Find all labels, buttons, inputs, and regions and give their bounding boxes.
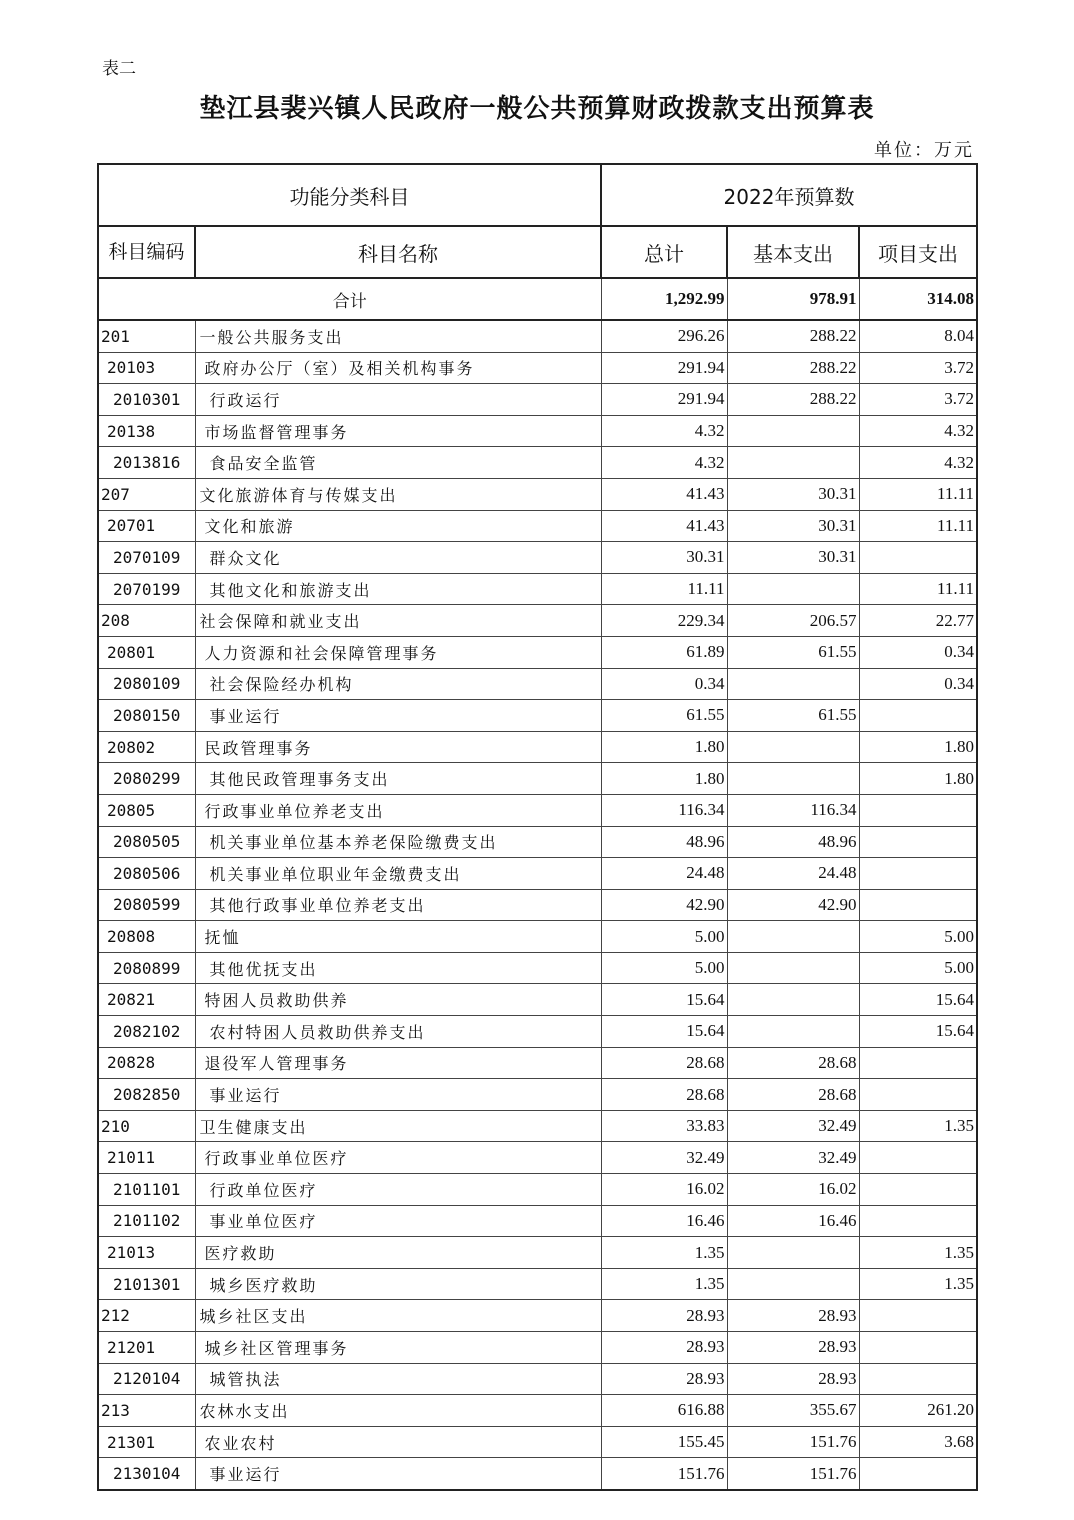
cell-total: 16.02	[601, 1174, 727, 1206]
cell-total: 28.93	[601, 1300, 727, 1332]
table-row	[98, 542, 977, 574]
cell-name: 行政运行	[195, 384, 601, 416]
cell-total: 28.93	[601, 1363, 727, 1395]
cell-name: 农林水支出	[195, 1395, 601, 1427]
cell-project: 4.32	[859, 415, 977, 447]
header-total: 总计	[601, 226, 727, 278]
cell-code: 2130104	[98, 1458, 195, 1490]
total-sum: 1,292.99	[601, 278, 727, 320]
header-budget-year: 2022年预算数	[601, 164, 977, 226]
cell-code: 20828	[98, 1047, 195, 1079]
cell-project: 1.35	[859, 1268, 977, 1300]
cell-basic: 32.49	[727, 1142, 859, 1174]
cell-basic: 30.31	[727, 478, 859, 510]
header-function-category: 功能分类科目	[98, 164, 601, 226]
table-row	[98, 447, 977, 479]
cell-total: 5.00	[601, 921, 727, 953]
cell-total: 28.68	[601, 1079, 727, 1111]
budget-table	[97, 163, 978, 1491]
table-row	[98, 858, 977, 890]
cell-project: 11.11	[859, 510, 977, 542]
table-row	[98, 700, 977, 732]
cell-project: 15.64	[859, 984, 977, 1016]
cell-total: 291.94	[601, 384, 727, 416]
table-row	[98, 384, 977, 416]
cell-project: 1.35	[859, 1110, 977, 1142]
table-row	[98, 636, 977, 668]
cell-basic: 28.93	[727, 1332, 859, 1364]
cell-code: 2070109	[98, 542, 195, 574]
cell-project	[859, 889, 977, 921]
cell-project: 1.35	[859, 1237, 977, 1269]
table-row	[98, 921, 977, 953]
cell-name: 行政事业单位养老支出	[195, 794, 601, 826]
cell-total: 151.76	[601, 1458, 727, 1490]
cell-total: 24.48	[601, 858, 727, 890]
cell-basic	[727, 984, 859, 1016]
cell-code: 21201	[98, 1332, 195, 1364]
cell-name: 机关事业单位职业年金缴费支出	[195, 858, 601, 890]
table-row	[98, 826, 977, 858]
cell-code: 2080150	[98, 700, 195, 732]
cell-code: 213	[98, 1395, 195, 1427]
cell-basic	[727, 1268, 859, 1300]
cell-name: 卫生健康支出	[195, 1110, 601, 1142]
cell-name: 事业运行	[195, 1079, 601, 1111]
cell-code: 2080109	[98, 668, 195, 700]
cell-basic: 288.22	[727, 384, 859, 416]
cell-basic	[727, 1016, 859, 1048]
header-basic: 基本支出	[727, 226, 859, 278]
cell-basic: 16.46	[727, 1205, 859, 1237]
cell-total: 1.35	[601, 1268, 727, 1300]
cell-code: 21011	[98, 1142, 195, 1174]
cell-basic	[727, 573, 859, 605]
cell-total: 0.34	[601, 668, 727, 700]
cell-basic: 355.67	[727, 1395, 859, 1427]
cell-name: 社会保障和就业支出	[195, 605, 601, 637]
cell-basic: 28.93	[727, 1363, 859, 1395]
cell-total: 5.00	[601, 952, 727, 984]
table-row	[98, 605, 977, 637]
cell-project	[859, 1174, 977, 1206]
cell-project: 11.11	[859, 478, 977, 510]
cell-name: 群众文化	[195, 542, 601, 574]
cell-code: 20801	[98, 636, 195, 668]
cell-project: 261.20	[859, 1395, 977, 1427]
cell-total: 30.31	[601, 542, 727, 574]
cell-total: 32.49	[601, 1142, 727, 1174]
cell-project: 3.72	[859, 352, 977, 384]
cell-project	[859, 1300, 977, 1332]
cell-basic: 28.68	[727, 1079, 859, 1111]
cell-name: 事业单位医疗	[195, 1205, 601, 1237]
cell-project	[859, 542, 977, 574]
cell-code: 2013816	[98, 447, 195, 479]
cell-basic: 288.22	[727, 320, 859, 352]
cell-code: 210	[98, 1110, 195, 1142]
cell-name: 其他优抚支出	[195, 952, 601, 984]
cell-code: 2080599	[98, 889, 195, 921]
cell-total: 4.32	[601, 415, 727, 447]
cell-project	[859, 1047, 977, 1079]
cell-total: 42.90	[601, 889, 727, 921]
table-row	[98, 510, 977, 542]
total-label: 合计	[98, 278, 601, 320]
cell-basic	[727, 731, 859, 763]
cell-project	[859, 700, 977, 732]
page-label: 表二	[102, 59, 136, 79]
cell-project	[859, 1079, 977, 1111]
cell-basic: 16.02	[727, 1174, 859, 1206]
cell-project	[859, 1332, 977, 1364]
cell-project: 11.11	[859, 573, 977, 605]
table-row	[98, 1458, 977, 1490]
cell-name: 退役军人管理事务	[195, 1047, 601, 1079]
cell-code: 2070199	[98, 573, 195, 605]
cell-basic: 28.93	[727, 1300, 859, 1332]
cell-total: 616.88	[601, 1395, 727, 1427]
cell-total: 16.46	[601, 1205, 727, 1237]
cell-project	[859, 794, 977, 826]
cell-name: 农业农村	[195, 1426, 601, 1458]
cell-code: 20138	[98, 415, 195, 447]
table-row	[98, 1363, 977, 1395]
cell-project: 0.34	[859, 636, 977, 668]
cell-project: 3.72	[859, 384, 977, 416]
cell-code: 201	[98, 320, 195, 352]
table-row	[98, 984, 977, 1016]
cell-name: 事业运行	[195, 1458, 601, 1490]
cell-project: 5.00	[859, 921, 977, 953]
cell-project	[859, 1142, 977, 1174]
cell-name: 抚恤	[195, 921, 601, 953]
cell-project: 1.80	[859, 763, 977, 795]
cell-basic: 61.55	[727, 700, 859, 732]
table-row	[98, 1079, 977, 1111]
cell-basic: 151.76	[727, 1458, 859, 1490]
table-row	[98, 668, 977, 700]
cell-code: 2080899	[98, 952, 195, 984]
table-row	[98, 794, 977, 826]
cell-basic: 32.49	[727, 1110, 859, 1142]
cell-basic	[727, 921, 859, 953]
cell-name: 市场监督管理事务	[195, 415, 601, 447]
cell-code: 2101101	[98, 1174, 195, 1206]
cell-project	[859, 858, 977, 890]
cell-basic: 48.96	[727, 826, 859, 858]
cell-total: 291.94	[601, 352, 727, 384]
table-row	[98, 1016, 977, 1048]
cell-total: 4.32	[601, 447, 727, 479]
cell-project: 4.32	[859, 447, 977, 479]
table-row	[98, 763, 977, 795]
cell-basic: 28.68	[727, 1047, 859, 1079]
cell-total: 41.43	[601, 510, 727, 542]
table-row	[98, 1142, 977, 1174]
cell-total: 155.45	[601, 1426, 727, 1458]
cell-code: 2080505	[98, 826, 195, 858]
cell-total: 61.89	[601, 636, 727, 668]
cell-code: 2120104	[98, 1363, 195, 1395]
cell-total: 15.64	[601, 1016, 727, 1048]
cell-code: 2082102	[98, 1016, 195, 1048]
cell-name: 文化和旅游	[195, 510, 601, 542]
header-name: 科目名称	[195, 226, 601, 278]
header-row-sub	[98, 226, 977, 278]
cell-code: 2101102	[98, 1205, 195, 1237]
cell-basic	[727, 1237, 859, 1269]
cell-code: 20808	[98, 921, 195, 953]
cell-basic: 206.57	[727, 605, 859, 637]
cell-total: 28.68	[601, 1047, 727, 1079]
cell-basic: 42.90	[727, 889, 859, 921]
cell-basic: 151.76	[727, 1426, 859, 1458]
cell-total: 11.11	[601, 573, 727, 605]
cell-code: 21013	[98, 1237, 195, 1269]
cell-code: 208	[98, 605, 195, 637]
header-code: 科目编码	[98, 226, 195, 278]
cell-project	[859, 1458, 977, 1490]
cell-name: 事业运行	[195, 700, 601, 732]
cell-project	[859, 1363, 977, 1395]
cell-total: 229.34	[601, 605, 727, 637]
cell-project: 15.64	[859, 1016, 977, 1048]
cell-project: 8.04	[859, 320, 977, 352]
cell-basic: 61.55	[727, 636, 859, 668]
cell-code: 20805	[98, 794, 195, 826]
cell-project: 0.34	[859, 668, 977, 700]
cell-name: 行政单位医疗	[195, 1174, 601, 1206]
table-row	[98, 320, 977, 352]
cell-code: 20802	[98, 731, 195, 763]
table-row	[98, 1268, 977, 1300]
table-row	[98, 1174, 977, 1206]
total-basic: 978.91	[727, 278, 859, 320]
cell-name: 医疗救助	[195, 1237, 601, 1269]
unit-label: 单位：万元	[874, 140, 974, 161]
table-row	[98, 889, 977, 921]
cell-basic: 288.22	[727, 352, 859, 384]
cell-basic: 30.31	[727, 510, 859, 542]
cell-name: 机关事业单位基本养老保险缴费支出	[195, 826, 601, 858]
cell-basic: 30.31	[727, 542, 859, 574]
table-row	[98, 573, 977, 605]
table-row	[98, 1332, 977, 1364]
cell-name: 其他行政事业单位养老支出	[195, 889, 601, 921]
table-row	[98, 352, 977, 384]
table-row	[98, 415, 977, 447]
cell-code: 20103	[98, 352, 195, 384]
cell-name: 其他文化和旅游支出	[195, 573, 601, 605]
cell-basic	[727, 952, 859, 984]
header-row-top	[98, 164, 977, 226]
cell-name: 城乡社区管理事务	[195, 1332, 601, 1364]
cell-project: 1.80	[859, 731, 977, 763]
cell-basic	[727, 415, 859, 447]
cell-project: 3.68	[859, 1426, 977, 1458]
cell-total: 1.80	[601, 763, 727, 795]
cell-code: 2082850	[98, 1079, 195, 1111]
cell-total: 61.55	[601, 700, 727, 732]
cell-project	[859, 1205, 977, 1237]
cell-name: 民政管理事务	[195, 731, 601, 763]
cell-total: 1.35	[601, 1237, 727, 1269]
header-project: 项目支出	[859, 226, 977, 278]
document-title: 垫江县裴兴镇人民政府一般公共预算财政拨款支出预算表	[199, 94, 875, 124]
cell-code: 21301	[98, 1426, 195, 1458]
cell-basic	[727, 447, 859, 479]
cell-code: 2080299	[98, 763, 195, 795]
cell-total: 116.34	[601, 794, 727, 826]
cell-total: 1.80	[601, 731, 727, 763]
cell-name: 人力资源和社会保障管理事务	[195, 636, 601, 668]
cell-basic	[727, 668, 859, 700]
cell-code: 2080506	[98, 858, 195, 890]
total-project: 314.08	[859, 278, 977, 320]
cell-name: 文化旅游体育与传媒支出	[195, 478, 601, 510]
cell-basic: 24.48	[727, 858, 859, 890]
cell-project: 5.00	[859, 952, 977, 984]
cell-code: 212	[98, 1300, 195, 1332]
cell-name: 特困人员救助供养	[195, 984, 601, 1016]
cell-name: 政府办公厅（室）及相关机构事务	[195, 352, 601, 384]
cell-name: 社会保险经办机构	[195, 668, 601, 700]
cell-code: 2010301	[98, 384, 195, 416]
table-row	[98, 1047, 977, 1079]
table-row	[98, 731, 977, 763]
table-row	[98, 952, 977, 984]
cell-total: 15.64	[601, 984, 727, 1016]
cell-name: 城乡社区支出	[195, 1300, 601, 1332]
cell-project: 22.77	[859, 605, 977, 637]
cell-code: 20701	[98, 510, 195, 542]
total-row	[98, 278, 977, 320]
cell-total: 28.93	[601, 1332, 727, 1364]
cell-name: 行政事业单位医疗	[195, 1142, 601, 1174]
cell-name: 城管执法	[195, 1363, 601, 1395]
table-row	[98, 1300, 977, 1332]
table-row	[98, 1426, 977, 1458]
cell-total: 33.83	[601, 1110, 727, 1142]
cell-total: 296.26	[601, 320, 727, 352]
cell-total: 48.96	[601, 826, 727, 858]
table-row	[98, 1395, 977, 1427]
cell-code: 207	[98, 478, 195, 510]
cell-name: 城乡医疗救助	[195, 1268, 601, 1300]
cell-basic	[727, 763, 859, 795]
cell-code: 2101301	[98, 1268, 195, 1300]
cell-name: 一般公共服务支出	[195, 320, 601, 352]
cell-total: 41.43	[601, 478, 727, 510]
cell-name: 食品安全监管	[195, 447, 601, 479]
table-row	[98, 1205, 977, 1237]
cell-code: 20821	[98, 984, 195, 1016]
table-row	[98, 478, 977, 510]
table-row	[98, 1237, 977, 1269]
cell-basic: 116.34	[727, 794, 859, 826]
table-row	[98, 1110, 977, 1142]
cell-name: 农村特困人员救助供养支出	[195, 1016, 601, 1048]
cell-name: 其他民政管理事务支出	[195, 763, 601, 795]
cell-project	[859, 826, 977, 858]
